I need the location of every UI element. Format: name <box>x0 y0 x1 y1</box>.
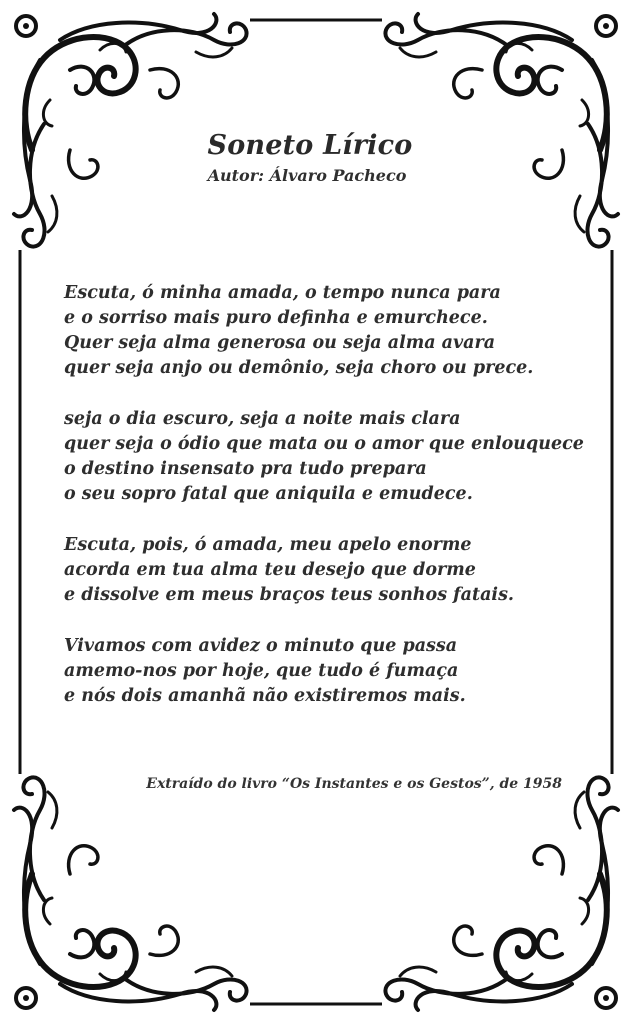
poem-body <box>64 281 584 735</box>
poem-line: e o sorriso mais puro definha e emurchece. <box>64 308 488 328</box>
poem-line: Escuta, ó minha amada, o tempo nunca para <box>64 283 501 303</box>
poem-line: o destino insensato pra tudo prepara <box>64 459 427 479</box>
stanza-1 <box>64 281 584 381</box>
poem-line: e dissolve em meus braços teus sonhos fatais. <box>64 585 515 605</box>
poem-line: amemo-nos por hoje, que tudo é fumaça <box>64 661 459 681</box>
poem-title: Soneto Lírico <box>207 130 413 161</box>
poem-line: Escuta, pois, ó amada, meu apelo enorme <box>64 535 472 555</box>
poem-author: Autor: Álvaro Pacheco <box>207 166 407 185</box>
poem-line: seja o dia escuro, seja a noite mais clara <box>64 409 461 429</box>
poem-line: Vivamos com avidez o minuto que passa <box>64 636 458 656</box>
source-note: Extraído do livro “Os Instantes e os Gestos”, de 1958 <box>146 776 562 792</box>
stanza-2 <box>64 407 584 507</box>
poem-line: quer seja anjo ou demônio, seja choro ou prece. <box>64 358 534 378</box>
poem-line: Quer seja alma generosa ou seja alma avara <box>64 333 496 353</box>
stanza-3 <box>64 533 584 608</box>
poem-line: o seu sopro fatal que aniquila e emudece. <box>64 484 473 504</box>
poem-line: acorda em tua alma teu desejo que dorme <box>64 560 476 580</box>
poem-line: e nós dois amanhã não existiremos mais. <box>64 686 466 706</box>
stanza-4 <box>64 634 584 709</box>
poem-line: quer seja o ódio que mata ou o amor que enlouquece <box>64 434 584 454</box>
